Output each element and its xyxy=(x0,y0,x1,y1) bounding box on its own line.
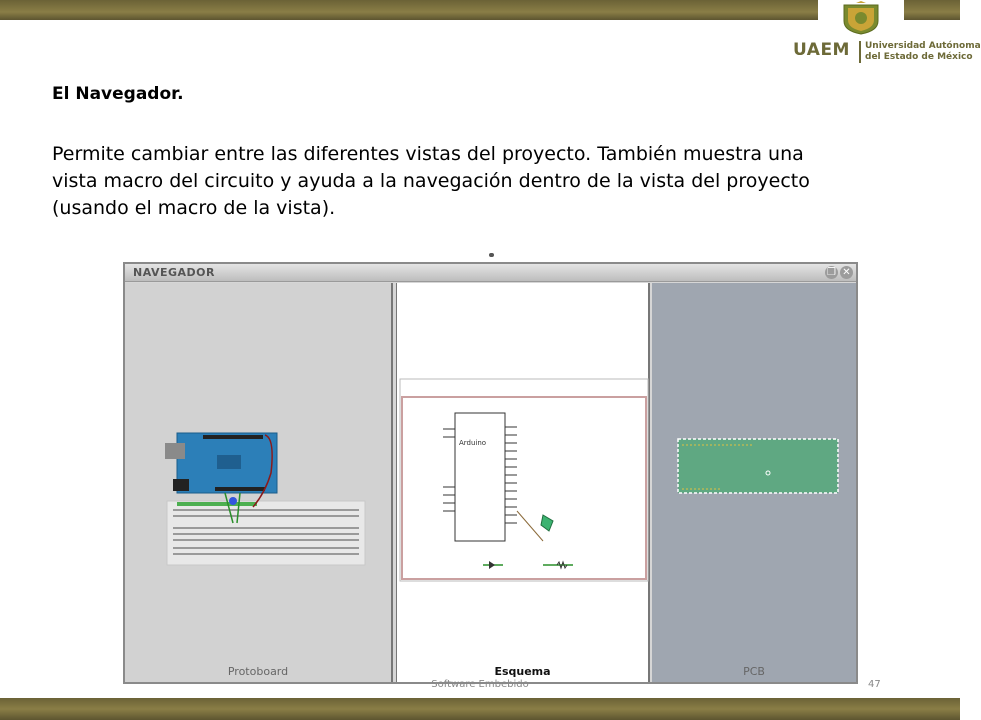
panel-label-protoboard: Protoboard xyxy=(227,665,289,678)
uaem-logo xyxy=(793,40,981,66)
protoboard-thumbnail xyxy=(125,283,393,663)
navigator-titlebar[interactable] xyxy=(125,264,856,282)
stray-mark xyxy=(489,253,494,257)
pcb-view-panel[interactable] xyxy=(652,283,856,682)
bottom-decorative-bar xyxy=(0,698,960,720)
navigator-title: NAVEGADOR xyxy=(133,266,215,279)
logo-separator xyxy=(859,41,861,63)
university-name-line1: Universidad Autónoma xyxy=(865,41,981,51)
panel-label-pcb: PCB xyxy=(743,665,765,678)
page-number: 47 xyxy=(868,679,881,690)
schematic-thumbnail xyxy=(397,283,651,663)
pcb-thumbnail xyxy=(652,283,856,663)
university-crest-icon xyxy=(836,1,886,35)
protoboard-view-panel[interactable] xyxy=(125,283,393,682)
navigator-window xyxy=(123,262,858,684)
university-name-line2: del Estado de México xyxy=(865,52,973,62)
restore-icon[interactable]: ❐ xyxy=(825,266,838,279)
uaem-logo-text: UAEM xyxy=(793,40,850,60)
close-icon[interactable]: ✕ xyxy=(840,266,853,279)
slide-body-text: Permite cambiar entre las diferentes vistas del proyecto. También muestra una vista macro del circuito y ayuda a la navegación dentro de la vista del proyecto (usando el macro de la vista). xyxy=(52,143,810,219)
panel-label-esquema: Esquema xyxy=(494,665,551,678)
schematic-view-panel[interactable] xyxy=(396,283,650,682)
schematic-chip-label: Arduino xyxy=(459,439,487,447)
footer-text: Software Embebido xyxy=(431,679,529,690)
slide-title: El Navegador. xyxy=(52,84,184,104)
top-decorative-bar xyxy=(0,0,960,20)
